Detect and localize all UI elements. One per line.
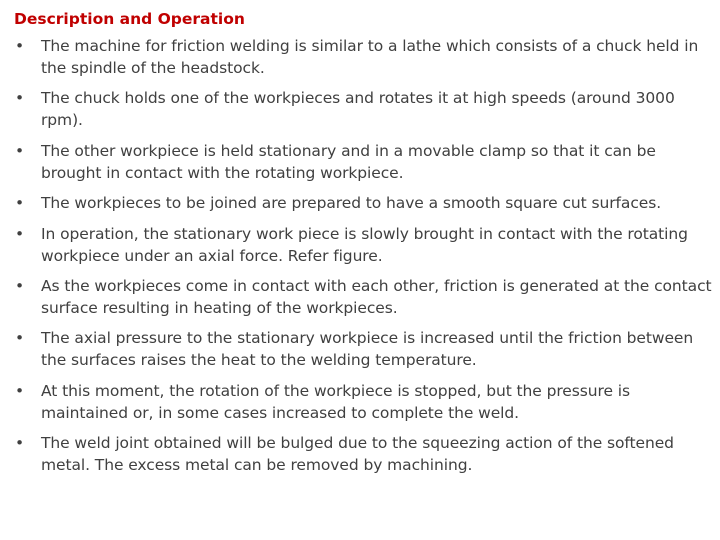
bullet-text: The weld joint obtained will be bulged due to the squeezing action of the softened metal. The excess metal can be removed by machining. bbox=[41, 434, 674, 475]
bullet-text: The workpieces to be joined are prepared to have a smooth square cut surfaces. bbox=[41, 194, 662, 213]
bullet-icon: • bbox=[15, 329, 25, 348]
bullet-icon: • bbox=[15, 37, 25, 55]
bullet-text: The chuck holds one of the workpieces and rotates it at high speeds (around 3000 rpm). bbox=[41, 89, 675, 130]
bullet-item bbox=[14, 223, 714, 267]
bullet-item bbox=[14, 380, 714, 424]
bullet-text: The machine for friction welding is similar to a lathe which consists of a chuck held in the spindle of the headstock. bbox=[41, 37, 699, 77]
bullet-icon: • bbox=[15, 434, 25, 453]
bullet-text: As the workpieces come in contact with each other, friction is generated at the contact surface resulting in heating of the workpieces. bbox=[41, 276, 712, 317]
bullet-text: The other workpiece is held stationary and in a movable clamp so that it can be brought in contact with the rotating workpiece. bbox=[41, 141, 656, 182]
bullet-text: The axial pressure to the stationary workpiece is increased until the friction between the surfaces raises the heat to the welding temperature. bbox=[41, 329, 694, 370]
bullet-item bbox=[14, 327, 714, 371]
bullet-list bbox=[14, 35, 714, 485]
bullet-item bbox=[14, 192, 714, 214]
bullet-icon: • bbox=[15, 381, 25, 400]
bullet-text: In operation, the stationary work piece is slowly brought in contact with the rotating workpiece under an axial force. Refer figure. bbox=[41, 224, 688, 265]
bullet-icon: • bbox=[15, 89, 25, 108]
bullet-item bbox=[14, 87, 714, 131]
bullet-icon: • bbox=[15, 194, 25, 213]
bullet-icon: • bbox=[15, 141, 25, 160]
bullet-text: At this moment, the rotation of the workpiece is stopped, but the pressure is maintained or, in some cases increased to complete the weld. bbox=[41, 381, 630, 422]
bullet-item bbox=[14, 275, 714, 319]
bullet-item bbox=[14, 35, 714, 79]
slide-title: Description and Operation bbox=[14, 10, 245, 28]
bullet-icon: • bbox=[15, 276, 25, 295]
bullet-item bbox=[14, 432, 714, 476]
bullet-item bbox=[14, 140, 714, 184]
bullet-icon: • bbox=[15, 224, 25, 243]
